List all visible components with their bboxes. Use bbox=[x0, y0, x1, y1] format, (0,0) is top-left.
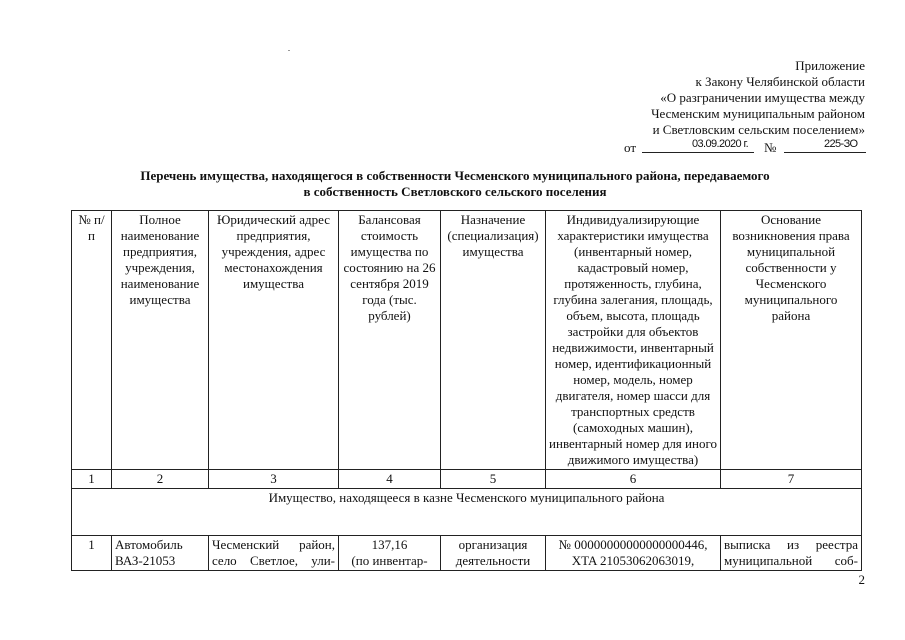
law-date-number bbox=[624, 138, 866, 156]
column-number: 1 bbox=[72, 470, 112, 489]
title-line: Перечень имущества, находящегося в собственности Чесменского муниципального района, передаваемого bbox=[140, 168, 770, 183]
law-number: 225-ЗО bbox=[824, 138, 858, 150]
purpose-cell bbox=[441, 536, 546, 571]
date-underline bbox=[642, 152, 754, 153]
law-date: 03.09.2020 г. bbox=[692, 138, 749, 150]
appendix-line: Чесменским муниципальным районом bbox=[651, 106, 865, 121]
header-cell: Юридический адрес предприятия, учреждения, адрес местонахождения имущества bbox=[209, 211, 339, 470]
column-number: 5 bbox=[441, 470, 546, 489]
ownership-basis-cell bbox=[721, 536, 862, 571]
balance-value-cell bbox=[339, 536, 441, 571]
section-row bbox=[72, 489, 862, 536]
property-table bbox=[71, 210, 862, 571]
header-cell: Балансовая стоимость имущества по состоянию на 26 сентября 2019 года (тыс. рублей) bbox=[339, 211, 441, 470]
column-number: 2 bbox=[112, 470, 209, 489]
title-line: в собственность Светловского сельского поселения bbox=[303, 184, 607, 199]
balance-value-line: 137,16 bbox=[371, 537, 408, 552]
document-title bbox=[90, 168, 820, 200]
ownership-basis-line: муниципальной соб- bbox=[724, 553, 858, 568]
address-cell bbox=[209, 536, 339, 571]
column-number: 6 bbox=[546, 470, 721, 489]
header-cell: № п/п bbox=[72, 211, 112, 470]
balance-value-line: (по инвентар- bbox=[351, 553, 428, 568]
scan-speck bbox=[288, 50, 290, 51]
table-header-row bbox=[72, 211, 862, 470]
section-title: Имущество, находящееся в казне Чесменского муниципального района bbox=[72, 489, 862, 536]
number-underline bbox=[784, 152, 866, 153]
appendix-line: Приложение bbox=[795, 58, 865, 73]
header-cell: Назначение (специализация) имущества bbox=[441, 211, 546, 470]
header-cell: Полное наименование предприятия, учреждения, наименование имущества bbox=[112, 211, 209, 470]
characteristics-line: XTA 21053062063019, bbox=[571, 553, 695, 568]
number-label: № bbox=[764, 140, 777, 155]
appendix-line: к Закону Челябинской области bbox=[695, 74, 865, 89]
address-line: Чесменский район, bbox=[212, 537, 335, 552]
property-name-cell bbox=[112, 536, 209, 571]
address-line: село Светлое, ули- bbox=[212, 553, 335, 568]
column-number: 7 bbox=[721, 470, 862, 489]
characteristics-cell bbox=[546, 536, 721, 571]
appendix-line: и Светловским сельским поселением» bbox=[652, 122, 865, 137]
from-label: от bbox=[624, 140, 637, 155]
property-name-line: ВАЗ-21053 bbox=[115, 553, 176, 568]
appendix-block bbox=[651, 58, 865, 138]
property-name-line: Автомобиль bbox=[115, 537, 183, 552]
appendix-line: «О разграничении имущества между bbox=[660, 90, 865, 105]
column-number: 3 bbox=[209, 470, 339, 489]
table-row bbox=[72, 536, 862, 571]
purpose-line: организация bbox=[458, 537, 528, 552]
header-cell: Индивидуализирующие характеристики имущества (инвентарный номер, кадастровый номер, протяженность, глубина, глубина залегания, площадь, объем, высота, площадь застройки для объектов недвижимости, инвентарный номер, идентификационный номер, модель, номер двигателя, номер шасси для транспортных средств (самоходных машин), инвентарный номер для иного движимого имущества) bbox=[546, 211, 721, 470]
characteristics-line: № 00000000000000000446, bbox=[558, 537, 708, 552]
header-cell: Основание возникновения права муниципальной собственности у Чесменского муниципального района bbox=[721, 211, 862, 470]
column-number-row bbox=[72, 470, 862, 489]
column-number: 4 bbox=[339, 470, 441, 489]
page-number: 2 bbox=[858, 572, 865, 587]
row-number: 1 bbox=[72, 536, 112, 571]
ownership-basis-line: выписка из реестра bbox=[724, 537, 858, 552]
purpose-line: деятельности bbox=[455, 553, 531, 568]
